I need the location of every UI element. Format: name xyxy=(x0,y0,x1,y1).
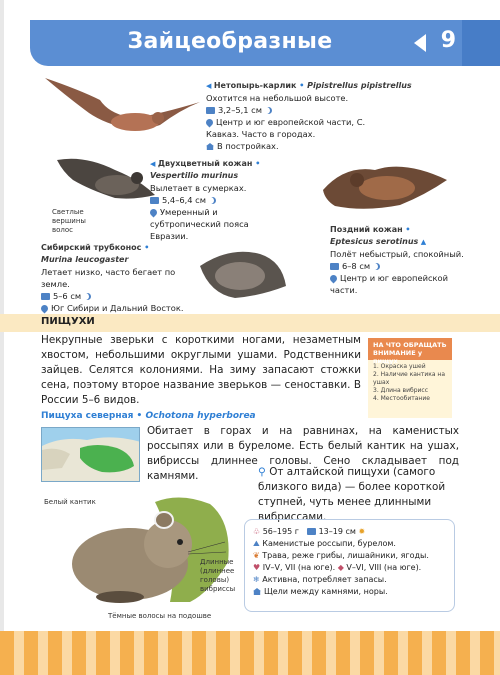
species-info-box xyxy=(244,519,455,612)
pika-illustration xyxy=(60,492,235,612)
feet-caption: Тёмные волосы на подошве xyxy=(108,612,212,620)
ear-caption: Белый кантик xyxy=(44,498,96,506)
bat-illustration-serotine xyxy=(315,150,455,220)
length-value: 13–19 см xyxy=(318,527,356,536)
breeding-value: IV–V, VII (на юге). xyxy=(262,563,336,572)
bat-desc: Летает низко, часто бегает по земле. xyxy=(41,267,176,289)
leaf-icon: ❦ xyxy=(253,551,263,560)
tip-box xyxy=(368,338,452,418)
activity-value: Активна, потребляет запасы. xyxy=(262,575,387,584)
bat-size: 5–6 см xyxy=(53,291,82,301)
page-number: 9 xyxy=(440,28,456,53)
bat-latin: Murina leucogaster xyxy=(41,255,129,264)
bat-entry-particoloured: ◀ Двухцветный кожан • Vespertilio murinus Вылетает в сумерках. 5,4–6,4 см Умеренный и субтропический пояса Евразии. xyxy=(150,158,310,242)
bat-illustration-particoloured xyxy=(55,150,160,212)
bat-illustration-pipistrelle xyxy=(40,70,210,142)
tip-item: 3. Длина вибрисс xyxy=(373,387,429,394)
bat-desc: Охотится на небольшой высоте. xyxy=(206,93,349,103)
bat-latin: Pipistrellus pipistrellus xyxy=(307,81,412,90)
bat-name: Сибирский трубконос xyxy=(41,243,142,252)
location-icon xyxy=(149,208,159,218)
moon-icon xyxy=(84,293,91,300)
young-value: V–VI, VIII (на юге). xyxy=(346,563,422,572)
whiskers-caption: Длинные (длиннее головы) вибриссы xyxy=(200,558,236,593)
species-latin: Ochotona hyperborea xyxy=(145,411,256,421)
bat-illustration-tube-nosed xyxy=(190,236,290,308)
triangle-up-icon: ▲ xyxy=(418,238,427,246)
triangle-icon: ◀ xyxy=(206,82,214,90)
bat-size: 6–8 см xyxy=(342,261,371,271)
bat-caption: Светлые вершины волос xyxy=(52,208,86,234)
bat-entry-tube-nosed: Сибирский трубконос • Murina leucogaster Летает низко, часто бегает по земле. 5–6 см Юг Сибири и Дальний Восток. xyxy=(41,242,201,314)
range-map xyxy=(41,427,140,482)
bat-size: 3,2–5,1 см xyxy=(218,105,262,115)
location-icon xyxy=(329,274,339,284)
size-icon xyxy=(307,528,316,535)
decorative-footer-stripes xyxy=(0,631,500,675)
habitat-value: Каменистые россыпи, бурелом. xyxy=(262,539,396,548)
bat-name: Нетопырь-карлик xyxy=(213,81,297,90)
shelter-value: Щели между камнями, норы. xyxy=(264,587,388,596)
terrain-icon: ⛰ xyxy=(253,539,263,548)
bat-latin: Eptesicus serotinus xyxy=(330,237,419,246)
header-tab xyxy=(462,20,500,66)
house-icon xyxy=(206,143,214,150)
page-header xyxy=(30,20,500,66)
house-icon xyxy=(253,588,261,595)
moon-icon xyxy=(209,197,216,204)
bat-range: Центр и юг европейской части, С. Кавказ. Часто в городах. xyxy=(206,117,366,139)
prev-page-arrow-icon[interactable] xyxy=(414,34,426,52)
species-heading: Пищуха северная • Ochotona hyperborea xyxy=(41,411,256,421)
tip-list xyxy=(368,360,452,406)
young-icon: ◆ xyxy=(337,563,347,572)
bat-name: Поздний кожан xyxy=(330,225,403,234)
bat-range: Центр и юг европейской части. xyxy=(330,273,449,295)
moon-icon xyxy=(265,107,272,114)
page-title: Зайцеобразные xyxy=(127,29,333,54)
hearts-icon: ♥ xyxy=(253,563,263,572)
snowflake-icon: ❄ xyxy=(253,575,263,584)
triangle-icon: ◀ xyxy=(150,160,158,168)
bat-habitat: В постройках. xyxy=(217,141,279,151)
food-value: Трава, реже грибы, лишайники, ягоды. xyxy=(262,551,429,560)
section-title: ПИЩУХИ xyxy=(41,316,95,327)
species-description: Обитает в горах и на равнинах, на каменистых россыпях или в буреломе. Есть белый кантик на ушах, вибриссы длиннее головы. Сено складывает под камнями. xyxy=(147,425,459,482)
location-icon xyxy=(205,118,215,128)
sun-icon: ✹ xyxy=(358,527,366,536)
size-icon xyxy=(41,293,50,300)
magnifier-icon: ⚲ xyxy=(258,466,270,478)
size-icon xyxy=(150,197,159,204)
range-map-graphic xyxy=(42,428,140,482)
size-icon xyxy=(206,107,215,114)
bat-range: Умеренный и субтропический пояса Евразии. xyxy=(150,207,249,241)
size-icon xyxy=(330,263,339,270)
bat-latin: Vespertilio murinus xyxy=(150,171,239,180)
tip-box-heading: НА ЧТО ОБРАЩАТЬ ВНИМАНИЕ у пищух xyxy=(368,338,452,360)
tip-item: 2. Наличие кантика на ушах xyxy=(373,371,446,386)
bat-name: Двухцветный кожан xyxy=(157,159,253,168)
location-icon xyxy=(40,304,50,314)
species-comparison: От алтайской пищухи (самого близкого вида) — более короткой ступней, чуть менее длинными вибриссами. xyxy=(258,466,446,523)
tip-item: 4. Местообитание xyxy=(373,395,430,402)
bat-entry-serotine: Поздний кожан • Eptesicus serotinus ▲ Полёт небыстрый, спокойный. 6–8 см Центр и юг европейской части. xyxy=(330,224,470,296)
bat-desc: Вылетает в сумерках. xyxy=(150,183,247,193)
bat-range: Юг Сибири и Дальний Восток. xyxy=(51,303,184,313)
species-name: Пищуха северная xyxy=(41,411,134,421)
bat-size: 5,4–6,4 см xyxy=(162,195,206,205)
moon-icon xyxy=(373,263,380,270)
tip-item: 1. Окраска ушей xyxy=(373,363,426,370)
weight-icon: ♧ xyxy=(253,527,263,536)
bat-entry-pipistrelle: ◀ Нетопырь-карлик • Pipistrellus pipistrellus Охотится на небольшой высоте. 3,2–5,1 см Центр и юг европейской части, С. Кавказ. Часто в городах. В постройках. xyxy=(206,80,476,152)
weight-value: 56–195 г xyxy=(262,527,299,536)
section-intro: Некрупные зверьки с короткими ногами, незаметным хвостом, небольшими округлыми ушами. Родственники зайцев. Селятся колониями. На зиму запасают стожки сена, поэтому второе название зверьков — сеноставки. В России 5–6 видов. xyxy=(41,334,361,406)
bat-desc: Полёт небыстрый, спокойный. xyxy=(330,249,464,259)
page-edge xyxy=(0,0,4,675)
